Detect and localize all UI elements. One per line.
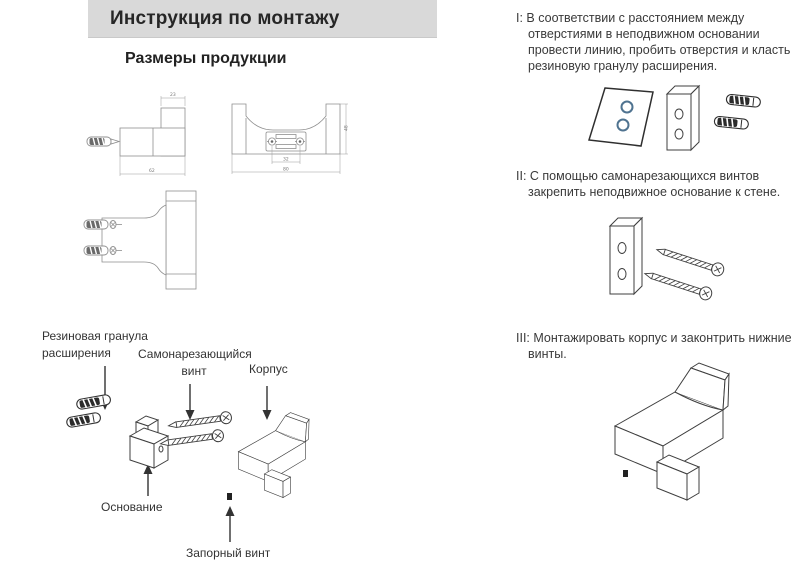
label-base: Основание [101, 500, 163, 514]
arrow-down-icon [186, 384, 195, 420]
wall-plug-icon [66, 412, 101, 428]
dimension-height [340, 104, 350, 154]
profile-view-drawing [82, 188, 202, 293]
front-view-drawing [222, 88, 350, 188]
label-locking-screw: Запорный винт [186, 546, 271, 560]
locking-screw-icon [227, 493, 232, 500]
locking-screw-icon [623, 470, 628, 477]
wall-plug-icon [726, 94, 761, 107]
step-3-text: III: Монтажировать корпус и законтрить нижние винты. [516, 331, 792, 361]
base-plate-icon [610, 218, 642, 294]
screw-icon [655, 243, 726, 277]
drill-hole-icon [618, 120, 629, 131]
svg-text:48: 48 [344, 125, 350, 131]
hook-body-icon [615, 363, 729, 500]
step-1-illustration [565, 80, 780, 165]
step-1-text: I: В соответствии с расстоянием между отверстиями в неподвижном основании провести линию, пробить отверстия и класть резиновую гранулу расширения. [516, 11, 791, 73]
screw-icon [160, 429, 225, 450]
base-plate-icon [667, 86, 699, 150]
label-rubber-plug: Резиновая гранула расширения [42, 329, 148, 360]
arrow-down-icon [263, 386, 272, 420]
wall-section-icon [589, 88, 653, 146]
wall-plug-icon [87, 137, 119, 146]
svg-text:32: 32 [283, 157, 289, 163]
hook-body-icon [238, 413, 309, 498]
parts-diagram [30, 326, 350, 569]
parts-artwork [30, 326, 350, 569]
dimension-top [161, 92, 185, 106]
section-subtitle: Размеры продукции [125, 50, 287, 67]
step-3-illustration [595, 362, 780, 502]
wall-plug-icon [714, 116, 749, 129]
screw-icon [168, 411, 233, 432]
hook-body-outline [120, 128, 185, 156]
dimension-bottom [120, 156, 185, 176]
svg-text:80: 80 [283, 167, 289, 173]
step-2-text: II: С помощью самонарезающихся винтов закрепить неподвижное основание к стене. [516, 169, 781, 199]
label-body: Корпус [249, 362, 288, 376]
svg-text:23: 23 [170, 93, 176, 98]
side-view-drawing [85, 88, 205, 183]
tee-body-outline [102, 205, 166, 275]
page-title-band [88, 0, 437, 38]
base-block-icon [130, 416, 168, 468]
screw-icon [643, 267, 714, 301]
arrow-up-icon [226, 506, 235, 542]
drill-hole-icon [622, 102, 633, 113]
step-2-illustration [600, 210, 780, 315]
label-self-tapping-screw: Самонарезающийся винт [138, 347, 252, 378]
svg-text:62: 62 [149, 169, 155, 174]
page-title: Инструкция по монтажу [110, 8, 340, 29]
arrow-up-icon [144, 464, 153, 496]
